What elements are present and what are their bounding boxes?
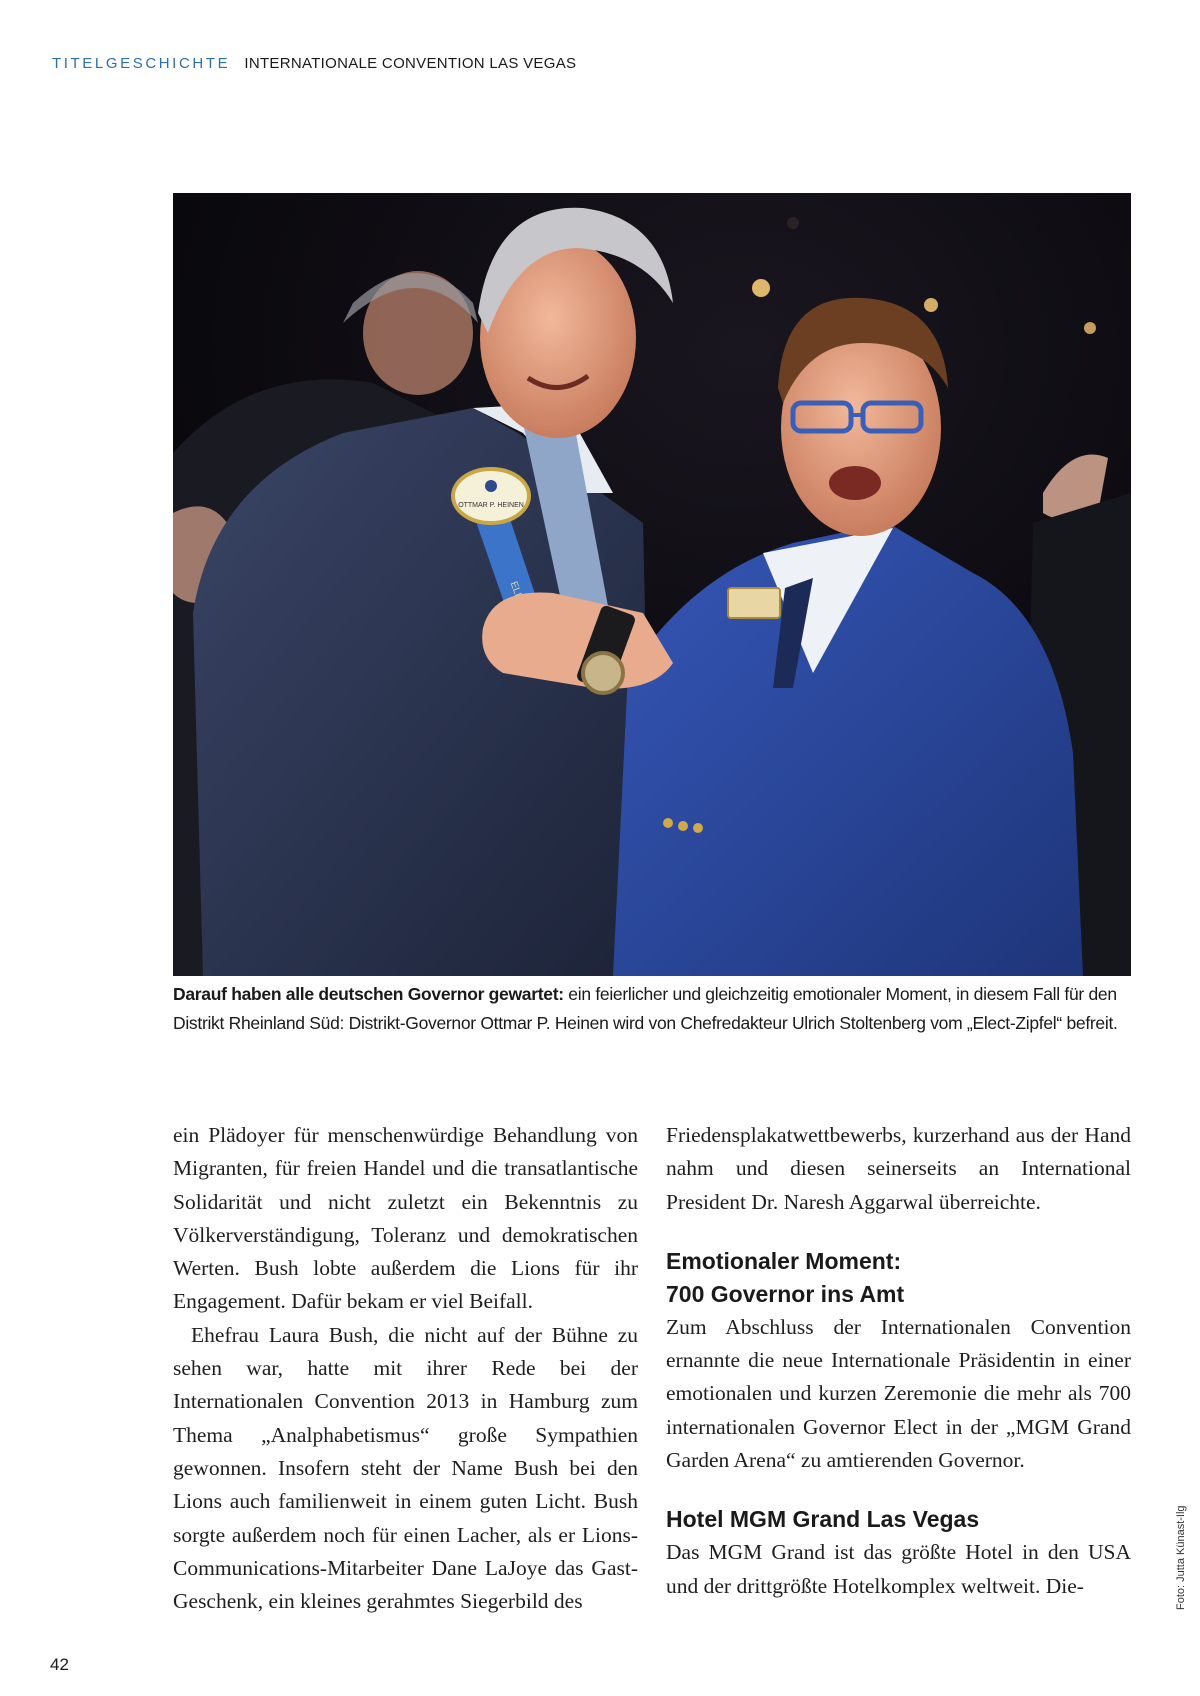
page-number: 42 <box>50 1655 69 1674</box>
caption-lead: Darauf haben alle deutschen Governor gewartet: <box>173 984 564 1004</box>
photo-illustration <box>173 193 1131 976</box>
body-paragraph: Zum Abschluss der Internationalen Convention ernannte die neue Internationale Präsidentin in einer emotionalen und kurzen Zeremonie die mehr als 700 internationalen Governor Elect in der „MGM Grand Garden Arena“ zu amtierenden Governor. <box>666 1314 1131 1473</box>
photo-credit: Foto: Jutta Künast-Ilg <box>1175 1505 1187 1610</box>
running-header <box>52 55 576 72</box>
body-paragraph: ein Plädoyer für menschenwürdige Behandlung von Migranten, für freien Handel und die transatlantische Solidarität und nicht zuletzt ein Bekenntnis zu Völkerverständigung, Toleranz und demokratischen Werten. Bush lobte außerdem die Lions für ihr Engagement. Dafür bekam er viel Beifall. <box>173 1123 638 1314</box>
left-column <box>173 1119 638 1618</box>
article-photo <box>173 193 1131 976</box>
section-kicker: TITELGESCHICHTE <box>52 55 231 72</box>
body-paragraph: Friedensplakatwettbewerbs, kurzerhand aus der Hand nahm und diesen seinerseits an International President Dr. Naresh Aggarwal überreichte. <box>666 1123 1131 1214</box>
section-heading <box>666 1245 1131 1311</box>
section-topic: INTERNATIONALE CONVENTION LAS VEGAS <box>244 55 577 72</box>
body-paragraph: Ehefrau Laura Bush, die nicht auf der Bühne zu sehen war, hatte mit ihrer Rede bei der Internationalen Convention 2013 in Hamburg zum Thema „Analphabetismus“ große Sympathien gewonnen. Insofern steht der Name Bush bei den Lions auch familienweit in einem guten Licht. Bush sorgte außerdem noch für einen Lacher, als er Lions-Communications-Mitarbeiter Dane LaJoye das Gast-Geschenk, ein kleines gerahmtes Siegerbild des <box>173 1322 638 1614</box>
caption-text: ein feierlicher und gleichzeitig emotionaler Moment, in diesem Fall für den Distrikt Rheinland Süd: Distrikt-Governor Ottmar P. Heinen wird von Chefredakteur Ulrich Stoltenberg vom „Elect-Zipfel“ befreit. <box>173 984 1118 1033</box>
heading-line: 700 Governor ins Amt <box>666 1280 905 1307</box>
photo-caption <box>173 980 1131 1038</box>
right-column <box>666 1119 1131 1603</box>
badge-text: OTTMAR P. HEINEN <box>458 502 524 509</box>
body-paragraph: Das MGM Grand ist das größte Hotel in den USA und der drittgrößte Hotelkomplex weltweit. Die- <box>666 1540 1131 1598</box>
section-heading: Hotel MGM Grand Las Vegas <box>666 1506 980 1533</box>
heading-line: Emotionaler Moment: <box>666 1247 902 1274</box>
